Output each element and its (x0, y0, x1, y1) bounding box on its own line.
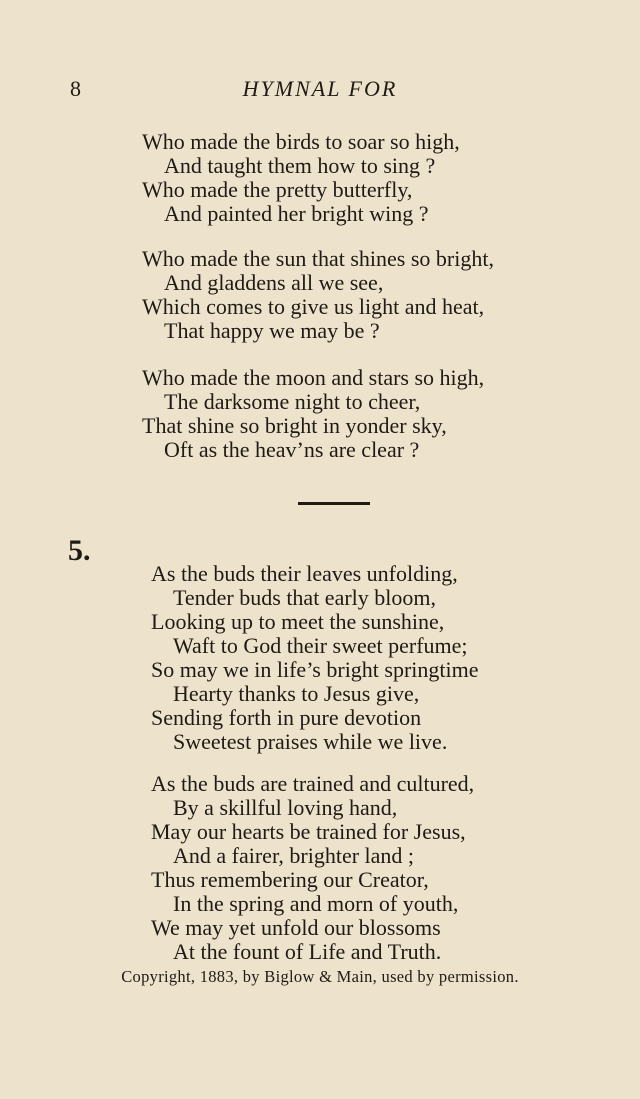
verse-line: Hearty thanks to Jesus give, (173, 681, 420, 706)
stanza (142, 130, 460, 226)
verse-line: By a skillful loving hand, (173, 795, 398, 820)
stanza (151, 562, 479, 754)
stanza (142, 247, 494, 343)
verse-line: At the fount of Life and Truth. (173, 939, 442, 964)
verse-line: We may yet unfold our blossoms (151, 915, 441, 940)
verse-line: Sweetest praises while we live. (173, 729, 448, 754)
verse-line: Which comes to give us light and heat, (142, 294, 485, 319)
verse-line: As the buds their leaves unfolding, (151, 561, 458, 586)
copyright-notice: Copyright, 1883, by Biglow & Main, used by permission. (121, 967, 519, 986)
page-number: 8 (70, 76, 81, 101)
verse-line: Who made the birds to soar so high, (142, 129, 460, 154)
verse-line: As the buds are trained and cultured, (151, 771, 475, 796)
verse-line: Looking up to meet the sunshine, (151, 609, 445, 634)
verse-line: Who made the pretty butterfly, (142, 177, 413, 202)
verse-line: That shine so bright in yonder sky, (142, 413, 447, 438)
verse-line: In the spring and morn of youth, (173, 891, 459, 916)
verse-line: Tender buds that early bloom, (173, 585, 437, 610)
verse-line: And painted her bright wing ? (164, 201, 429, 226)
verse-line: May our hearts be trained for Jesus, (151, 819, 466, 844)
verse-line: Who made the moon and stars so high, (142, 365, 485, 390)
running-title: HYMNAL FOR (242, 76, 398, 101)
verse-line: Thus remembering our Creator, (151, 867, 429, 892)
section-divider (298, 502, 370, 505)
verse-line: And a fairer, brighter land ; (173, 843, 415, 868)
hymn-number: 5. (68, 534, 91, 567)
verse-line: Waft to God their sweet perfume; (173, 633, 468, 658)
verse-line: And gladdens all we see, (164, 270, 384, 295)
verse-line: And taught them how to sing ? (164, 153, 436, 178)
verse-line: Who made the sun that shines so bright, (142, 246, 494, 271)
verse-line: Sending forth in pure devotion (151, 705, 422, 730)
verse-line: The darksome night to cheer, (164, 389, 421, 414)
verse-line: That happy we may be ? (164, 318, 380, 343)
verse-line: Oft as the heav’ns are clear ? (164, 437, 420, 462)
verse-line: So may we in life’s bright springtime (151, 657, 479, 682)
stanza (142, 366, 484, 462)
stanza (151, 772, 474, 964)
